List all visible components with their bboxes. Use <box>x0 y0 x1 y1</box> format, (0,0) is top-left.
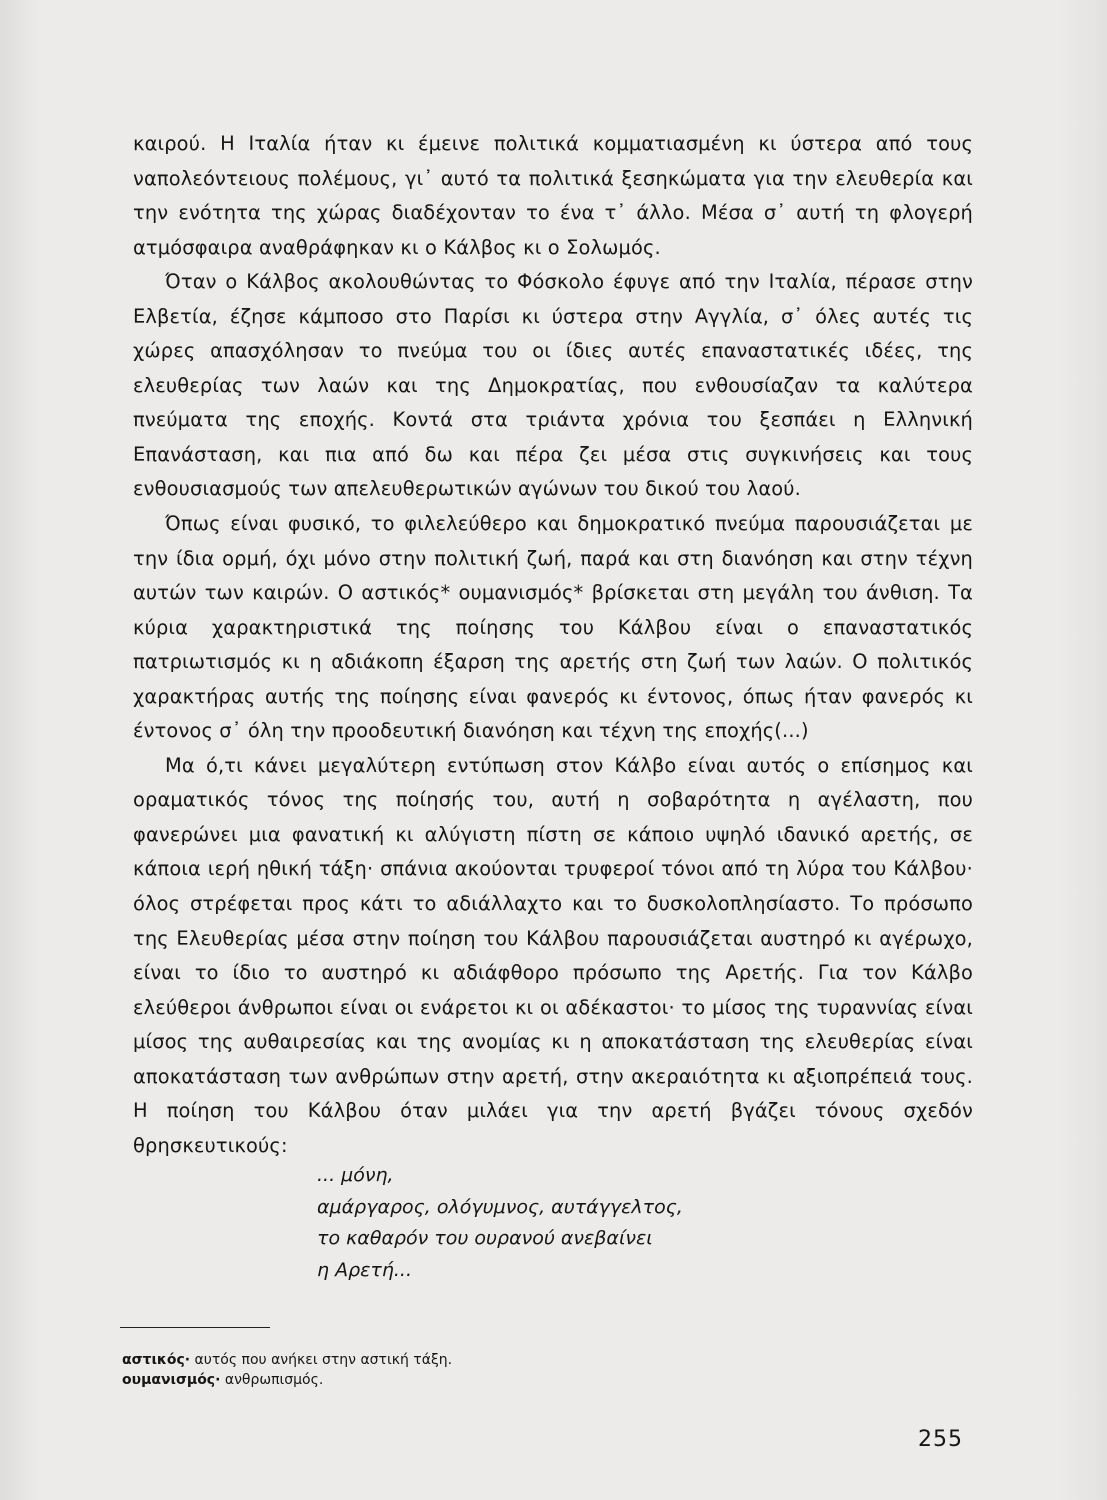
poem-line-4: η Αρετή... <box>317 1258 413 1281</box>
paragraph-2: Όταν ο Κάλβος ακολουθώντας το Φόσκολο έφυγε από την Ιταλία, πέρασε στην Ελβετία, έζησε κάμποσο στο Παρίσι κι ύστερα στην Αγγλία, σ᾽ όλες αυτές τις χώρες απασχόλησαν το πνεύμα του οι ίδιες αυτές επαναστατικές ιδέες, της ελευθερίας των λαών και της Δημοκρατίας, που ενθουσίαζαν τα καλύτερα πνεύματα της εποχής. Κοντά στα τριάντα χρόνια του ξεσπάει η Ελληνική Επανάσταση, και πια από δω και πέρα ζει μέσα στις συγκινήσεις και τους ενθουσιασμούς των απελευθερωτικών αγώνων του δικού του λαού. <box>133 270 973 501</box>
footnote-divider <box>120 1327 270 1328</box>
page-number: 255 <box>918 1427 963 1452</box>
footnote-definition: αυτός που ανήκει στην αστική τάξη. <box>190 1352 453 1368</box>
footnote-definition: ανθρωπισμός. <box>220 1372 324 1388</box>
poem-line-2: αμάργαρος, ολόγυμνος, αυτάγγελτος, <box>317 1195 683 1218</box>
body-text <box>133 127 973 1163</box>
paragraph-3: Όπως είναι φυσικό, το φιλελεύθερο και δημοκρατικό πνεύμα παρουσιάζεται με την ίδια ορμή, όχι μόνο στην πολιτική ζωή, παρά και στη διανόηση και στην τέχνη αυτών των καιρών. Ο αστικός* ουμανισμός* βρίσκεται στη μεγάλη του άνθιση. Τα κύρια χαρακτηριστικά της ποίησης του Κάλβου είναι ο επαναστατικός πατριωτισμός κι η αδιάκοπη έξαρση της αρετής στη ζωή των λαών. Ο πολιτικός χαρακτήρας αυτής της ποίησης είναι φανερός κι έντονος, όπως ήταν φανερός κι έντονος σ᾽ όλη την προοδευτική διανόηση και τέχνη της εποχής(...) <box>133 512 973 743</box>
poem-line-3: το καθαρόν του ουρανού ανεβαίνει <box>317 1227 653 1249</box>
poem-quote <box>317 1160 683 1286</box>
footnote-term: ουμανισμός· <box>122 1372 221 1388</box>
footnote-1 <box>122 1350 452 1370</box>
paragraph-1: καιρού. Η Ιταλία ήταν κι έμεινε πολιτικά κομματιασμένη κι ύστερα από τους ναπολεόντειους πολέμους, γι᾽ αυτό τα πολιτικά ξεσηκώματα για την ελευθερία και την ενότητα της χώρας διαδέχονταν το ένα τ᾽ άλλο. Μέσα σ᾽ αυτή τη φλογερή ατμόσφαιρα αναθράφηκαν κι ο Κάλβος κι ο Σολωμός. <box>133 132 973 259</box>
footnote-term: αστικός· <box>122 1352 191 1368</box>
footnotes <box>122 1350 452 1390</box>
poem-line-1: ... μόνη, <box>317 1164 394 1186</box>
paragraph-4: Μα ό,τι κάνει μεγαλύτερη εντύπωση στον Κάλβο είναι αυτός ο επίσημος και οραματικός τόνος της ποίησής του, αυτή η σοβαρότητα η αγέλαστη, που φανερώνει μια φανατική κι αλύγιστη πίστη σε κάποιο υψηλό ιδανικό αρετής, σε κάποια ιερή ηθική τάξη· σπάνια ακούονται τρυφεροί τόνοι από τη λύρα του Κάλβου· όλος στρέφεται προς κάτι το αδιάλλαχτο και το δυσκολοπλησίαστο. Το πρόσωπο της Ελευθερίας μέσα στην ποίηση του Κάλβου παρουσιάζεται αυστηρό κι αγέρωχο, είναι το ίδιο το αυστηρό κι αδιάφθορο πρόσωπο της Αρετής. Για τον Κάλβο ελεύθεροι άνθρωποι είναι οι ενάρετοι κι οι αδέκαστοι· το μίσος της τυραννίας είναι μίσος της αυθαιρεσίας και της ανομίας κι η αποκατάσταση της ελευθερίας είναι αποκατάσταση των ανθρώπων στην αρετή, στην ακεραιότητα κι αξιοπρέπειά τους. Η ποίηση του Κάλβου όταν μιλάει για την αρετή βγάζει τόνους σχεδόν θρησκευτικούς: <box>133 753 973 1157</box>
footnote-2 <box>122 1370 452 1390</box>
